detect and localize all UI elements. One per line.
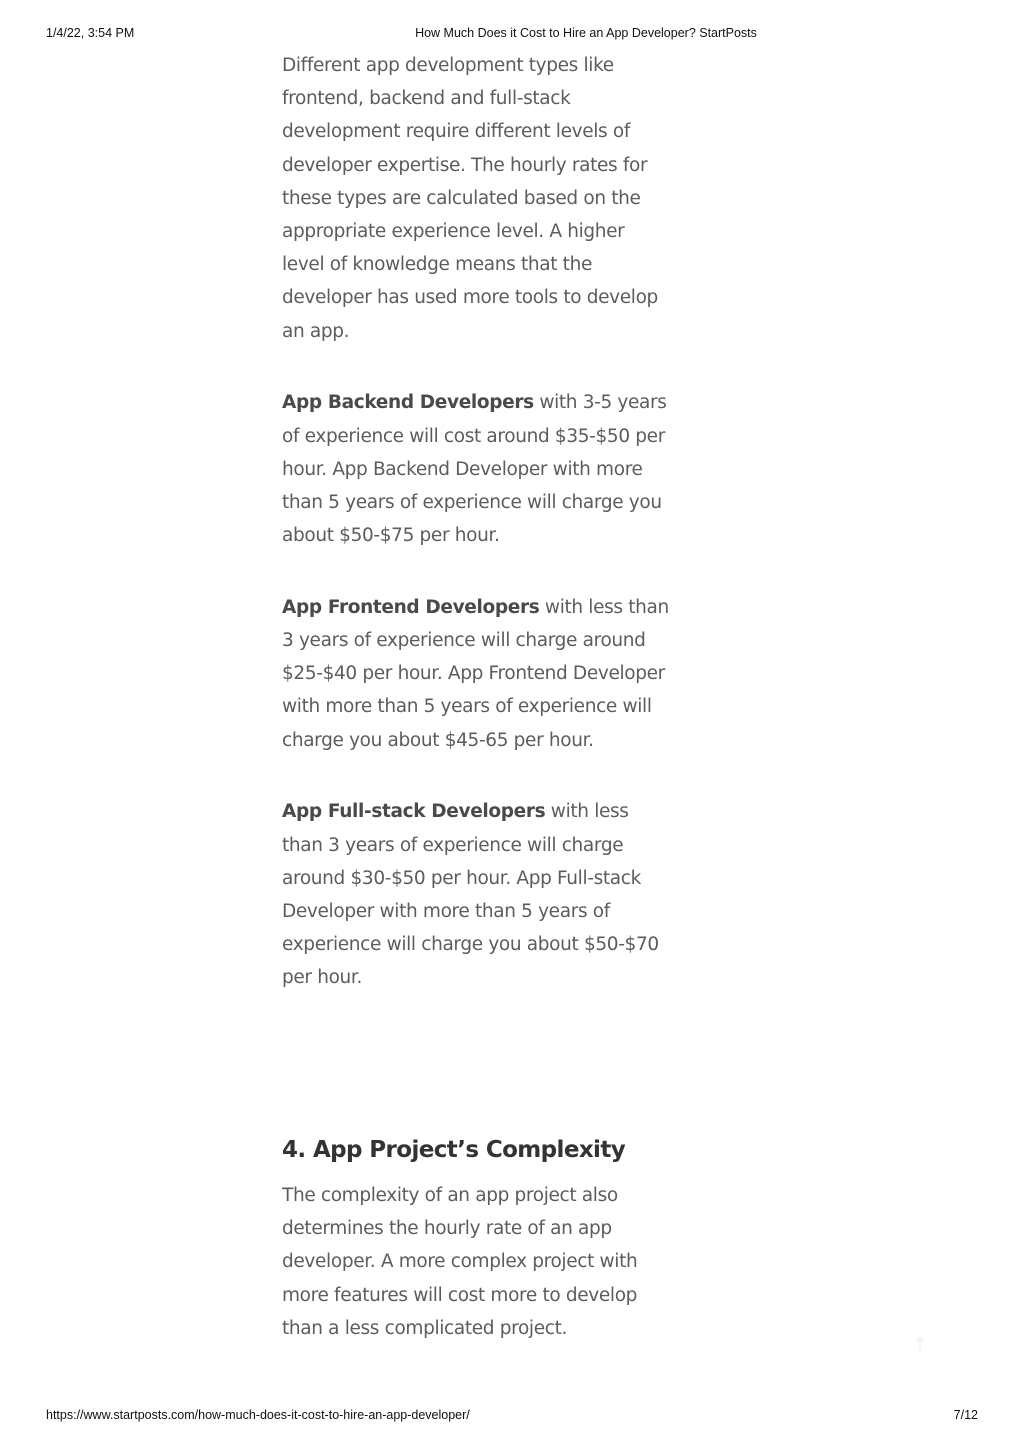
complexity-section bbox=[282, 1179, 672, 1345]
print-header bbox=[0, 26, 1024, 42]
frontend-text: with less than 3 years of experience will charge around $25-$40 per hour. App Frontend Developer with more than 5 years of experience will charge you about $45-65 per hour. bbox=[282, 596, 669, 751]
fullstack-text: with less than 3 years of experience will charge around $30-$50 per hour. App Full-stack Developer with more than 5 years of experience will charge you about $50-$70 per hour. bbox=[282, 801, 659, 989]
backend-paragraph bbox=[282, 386, 672, 552]
intro-paragraph: Different app development types like frontend, backend and full-stack development require different levels of developer expertise. The hourly rates for these types are calculated based on the appropriate experience level. A higher level of knowledge means that the developer has used more tools to develop an app. bbox=[282, 55, 658, 342]
fullstack-term: App Full-stack Developers bbox=[282, 801, 546, 823]
print-url: https://www.startposts.com/how-much-does-it-cost-to-hire-an-app-developer/ bbox=[46, 1408, 470, 1422]
backend-term: App Backend Developers bbox=[282, 392, 534, 414]
frontend-term: App Frontend Developers bbox=[282, 596, 540, 618]
backend-text: with 3-5 years of experience will cost around $35-$50 per hour. App Backend Developer with more than 5 years of experience will charge you about $50-$75 per hour. bbox=[282, 392, 667, 547]
frontend-paragraph bbox=[282, 591, 672, 757]
section-heading: 4. App Project’s Complexity bbox=[282, 1137, 626, 1163]
print-page-title: How Much Does it Cost to Hire an App Developer? StartPosts bbox=[415, 26, 757, 40]
complexity-paragraph: The complexity of an app project also determines the hourly rate of an app developer. A more complex project with more features will cost more to develop than a less complicated project. bbox=[282, 1185, 638, 1339]
arrow-up-icon: ↑ bbox=[911, 1332, 929, 1356]
fullstack-paragraph bbox=[282, 795, 672, 994]
section-heading-wrap bbox=[282, 1133, 672, 1167]
page-number: 7/12 bbox=[953, 1408, 978, 1422]
print-date: 1/4/22, 3:54 PM bbox=[46, 26, 135, 40]
article-body bbox=[282, 49, 672, 995]
print-footer bbox=[0, 1408, 1024, 1424]
scroll-to-top-button[interactable] bbox=[908, 1332, 932, 1356]
